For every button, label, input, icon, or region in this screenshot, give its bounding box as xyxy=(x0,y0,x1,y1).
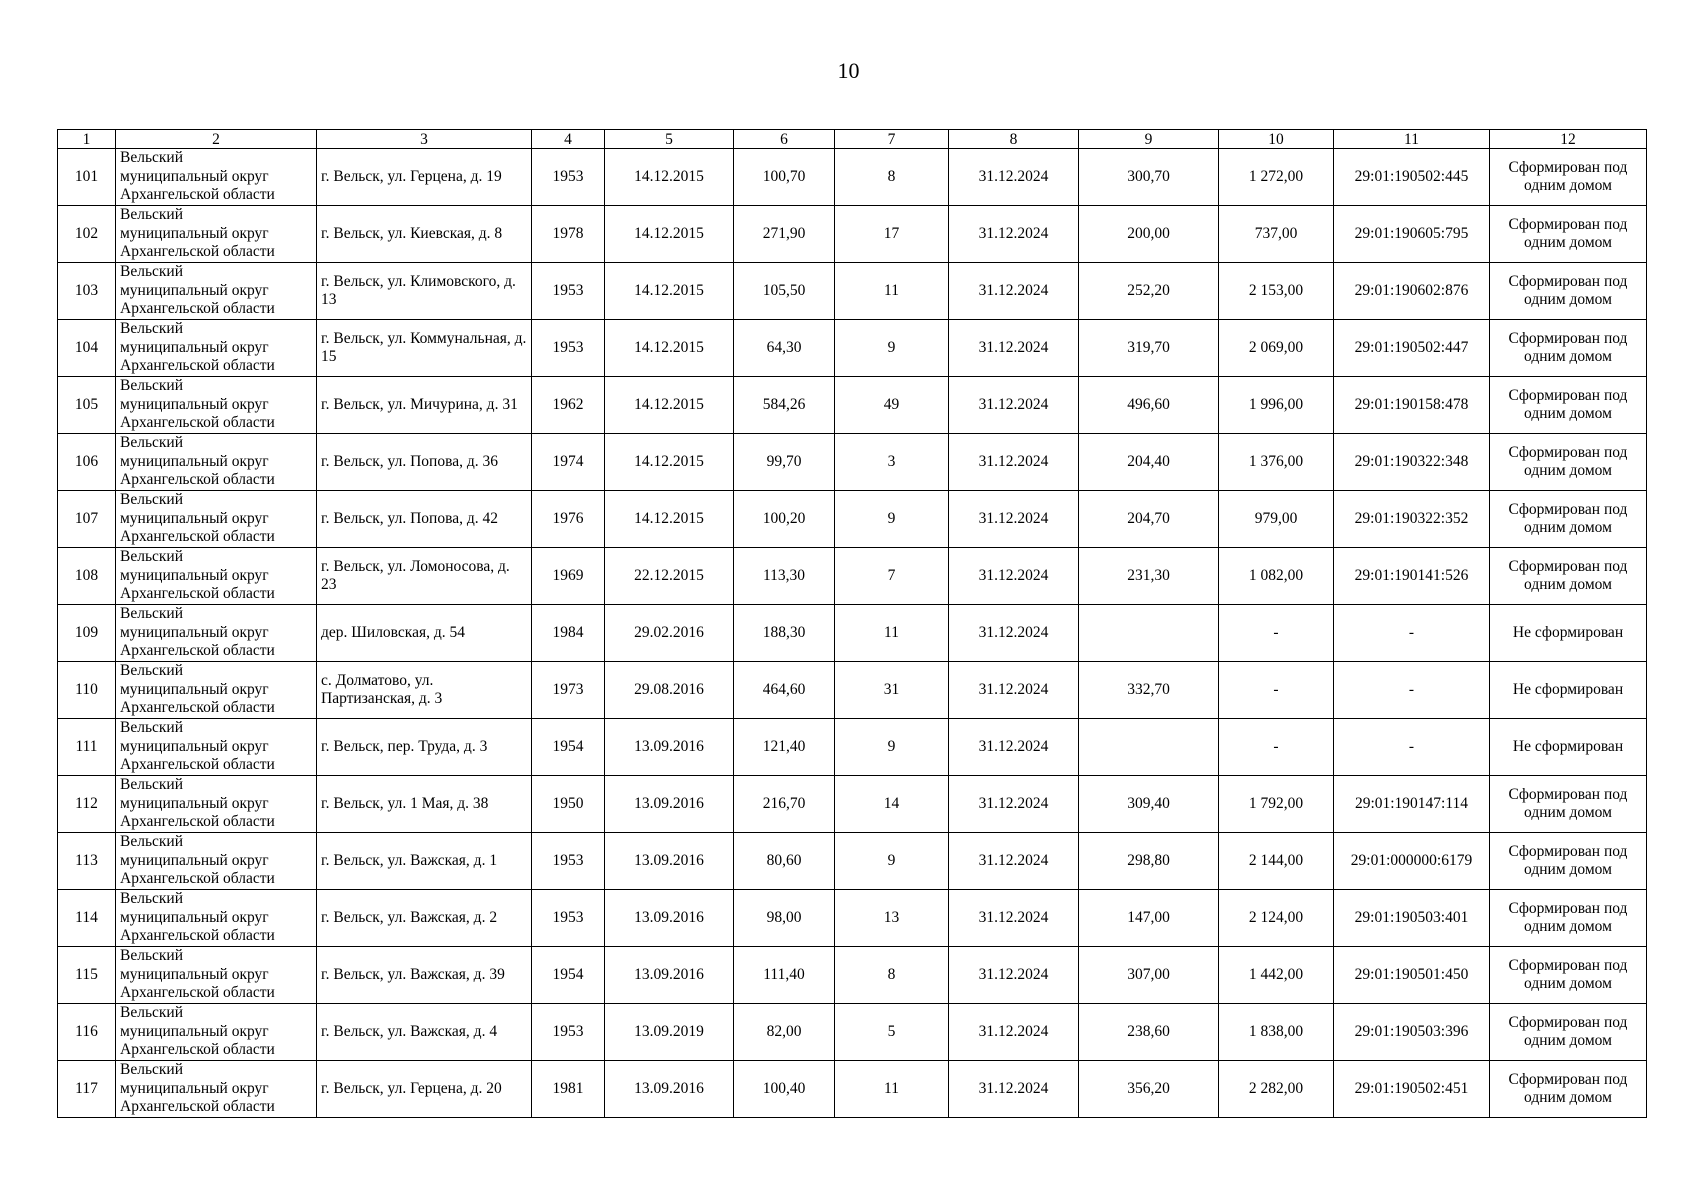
cell-residents: 9 xyxy=(835,320,949,377)
cell-municipality: Вельский муниципальный округ Архангельской области xyxy=(116,719,317,776)
cell-residents: 3 xyxy=(835,434,949,491)
cell-area: 100,40 xyxy=(734,1061,835,1118)
cell-residents: 31 xyxy=(835,662,949,719)
cell-deadline-date: 31.12.2024 xyxy=(949,1004,1079,1061)
cell-address: г. Вельск, ул. Попова, д. 36 xyxy=(317,434,532,491)
table-row xyxy=(58,1061,1647,1118)
cell-deadline-date: 31.12.2024 xyxy=(949,548,1079,605)
cell-date: 29.08.2016 xyxy=(605,662,734,719)
cell-deadline-date: 31.12.2024 xyxy=(949,149,1079,206)
table-row xyxy=(58,434,1647,491)
cell-residents: 8 xyxy=(835,947,949,1004)
cell-build-year: 1984 xyxy=(532,605,605,662)
cell-area-2: 309,40 xyxy=(1079,776,1219,833)
cell-area-2: 238,60 xyxy=(1079,1004,1219,1061)
cell-address: г. Вельск, ул. Важская, д. 4 xyxy=(317,1004,532,1061)
cell-area-2: 496,60 xyxy=(1079,377,1219,434)
cell-status: Сформирован под одним домом xyxy=(1490,320,1647,377)
cell-build-year: 1953 xyxy=(532,263,605,320)
cell-deadline-date: 31.12.2024 xyxy=(949,890,1079,947)
cell-row-number: 112 xyxy=(58,776,116,833)
cell-deadline-date: 31.12.2024 xyxy=(949,662,1079,719)
cell-municipality: Вельский муниципальный округ Архангельской области xyxy=(116,149,317,206)
cell-build-year: 1950 xyxy=(532,776,605,833)
cell-land-area: - xyxy=(1219,719,1334,776)
cell-area-2: 200,00 xyxy=(1079,206,1219,263)
cell-cadastral-number: 29:01:190503:401 xyxy=(1334,890,1490,947)
cell-residents: 8 xyxy=(835,149,949,206)
cell-date: 13.09.2016 xyxy=(605,776,734,833)
cell-area-2: 204,40 xyxy=(1079,434,1219,491)
cell-residents: 11 xyxy=(835,605,949,662)
cell-deadline-date: 31.12.2024 xyxy=(949,947,1079,1004)
table-body xyxy=(58,149,1647,1118)
cell-residents: 9 xyxy=(835,833,949,890)
cell-area-2: 298,80 xyxy=(1079,833,1219,890)
cell-area: 98,00 xyxy=(734,890,835,947)
cell-area-2: 252,20 xyxy=(1079,263,1219,320)
cell-municipality: Вельский муниципальный округ Архангельской области xyxy=(116,263,317,320)
cell-land-area: 1 272,00 xyxy=(1219,149,1334,206)
cell-date: 29.02.2016 xyxy=(605,605,734,662)
cell-area-2 xyxy=(1079,605,1219,662)
cell-row-number: 110 xyxy=(58,662,116,719)
cell-deadline-date: 31.12.2024 xyxy=(949,491,1079,548)
cell-cadastral-number: 29:01:190605:795 xyxy=(1334,206,1490,263)
cell-address: г. Вельск, ул. 1 Мая, д. 38 xyxy=(317,776,532,833)
cell-status: Сформирован под одним домом xyxy=(1490,434,1647,491)
cell-cadastral-number: 29:01:190502:445 xyxy=(1334,149,1490,206)
cell-address: г. Вельск, ул. Важская, д. 39 xyxy=(317,947,532,1004)
cell-cadastral-number: 29:01:190502:451 xyxy=(1334,1061,1490,1118)
table-row xyxy=(58,605,1647,662)
cell-cadastral-number: 29:01:190141:526 xyxy=(1334,548,1490,605)
cell-deadline-date: 31.12.2024 xyxy=(949,833,1079,890)
cell-status: Не сформирован xyxy=(1490,662,1647,719)
cell-row-number: 107 xyxy=(58,491,116,548)
cell-date: 14.12.2015 xyxy=(605,263,734,320)
cell-area-2: 356,20 xyxy=(1079,1061,1219,1118)
cell-cadastral-number: 29:01:190502:447 xyxy=(1334,320,1490,377)
cell-land-area: - xyxy=(1219,605,1334,662)
cell-land-area: 979,00 xyxy=(1219,491,1334,548)
cell-address: г. Вельск, ул. Важская, д. 1 xyxy=(317,833,532,890)
cell-residents: 11 xyxy=(835,263,949,320)
cell-address: г. Вельск, ул. Киевская, д. 8 xyxy=(317,206,532,263)
cell-address: г. Вельск, ул. Климовского, д. 13 xyxy=(317,263,532,320)
cell-build-year: 1962 xyxy=(532,377,605,434)
cell-area-2: 204,70 xyxy=(1079,491,1219,548)
cell-build-year: 1978 xyxy=(532,206,605,263)
cell-cadastral-number: - xyxy=(1334,662,1490,719)
cell-build-year: 1974 xyxy=(532,434,605,491)
cell-status: Сформирован под одним домом xyxy=(1490,548,1647,605)
cell-build-year: 1953 xyxy=(532,890,605,947)
cell-area-2: 307,00 xyxy=(1079,947,1219,1004)
table-row xyxy=(58,662,1647,719)
cell-row-number: 116 xyxy=(58,1004,116,1061)
cell-area: 216,70 xyxy=(734,776,835,833)
cell-residents: 9 xyxy=(835,719,949,776)
col-header: 7 xyxy=(835,130,949,149)
cell-residents: 49 xyxy=(835,377,949,434)
col-header: 6 xyxy=(734,130,835,149)
cell-date: 14.12.2015 xyxy=(605,434,734,491)
cell-deadline-date: 31.12.2024 xyxy=(949,605,1079,662)
cell-address: г. Вельск, ул. Важская, д. 2 xyxy=(317,890,532,947)
col-header: 2 xyxy=(116,130,317,149)
cell-area: 100,20 xyxy=(734,491,835,548)
cell-status: Сформирован под одним домом xyxy=(1490,776,1647,833)
cell-row-number: 105 xyxy=(58,377,116,434)
cell-address: с. Долматово, ул. Партизанская, д. 3 xyxy=(317,662,532,719)
col-header: 4 xyxy=(532,130,605,149)
cell-area: 584,26 xyxy=(734,377,835,434)
table-row xyxy=(58,491,1647,548)
cell-area-2: 147,00 xyxy=(1079,890,1219,947)
cell-deadline-date: 31.12.2024 xyxy=(949,434,1079,491)
cell-build-year: 1973 xyxy=(532,662,605,719)
cell-row-number: 113 xyxy=(58,833,116,890)
cell-date: 14.12.2015 xyxy=(605,206,734,263)
cell-cadastral-number: 29:01:190322:348 xyxy=(1334,434,1490,491)
cell-residents: 7 xyxy=(835,548,949,605)
cell-cadastral-number: 29:01:190147:114 xyxy=(1334,776,1490,833)
cell-land-area: 1 838,00 xyxy=(1219,1004,1334,1061)
cell-municipality: Вельский муниципальный округ Архангельской области xyxy=(116,1004,317,1061)
cell-row-number: 104 xyxy=(58,320,116,377)
registry-table xyxy=(57,129,1647,1118)
cell-land-area: 2 069,00 xyxy=(1219,320,1334,377)
cell-date: 14.12.2015 xyxy=(605,491,734,548)
cell-date: 14.12.2015 xyxy=(605,149,734,206)
cell-address: г. Вельск, ул. Герцена, д. 20 xyxy=(317,1061,532,1118)
cell-area: 82,00 xyxy=(734,1004,835,1061)
table-row xyxy=(58,263,1647,320)
cell-deadline-date: 31.12.2024 xyxy=(949,1061,1079,1118)
cell-cadastral-number: 29:01:190602:876 xyxy=(1334,263,1490,320)
cell-residents: 11 xyxy=(835,1061,949,1118)
cell-deadline-date: 31.12.2024 xyxy=(949,206,1079,263)
cell-row-number: 111 xyxy=(58,719,116,776)
cell-status: Сформирован под одним домом xyxy=(1490,377,1647,434)
cell-cadastral-number: 29:01:190322:352 xyxy=(1334,491,1490,548)
cell-status: Сформирован под одним домом xyxy=(1490,1061,1647,1118)
cell-area-2: 231,30 xyxy=(1079,548,1219,605)
cell-build-year: 1953 xyxy=(532,149,605,206)
cell-municipality: Вельский муниципальный округ Архангельской области xyxy=(116,491,317,548)
col-header: 11 xyxy=(1334,130,1490,149)
cell-address: г. Вельск, ул. Ломоносова, д. 23 xyxy=(317,548,532,605)
cell-area: 113,30 xyxy=(734,548,835,605)
col-header: 3 xyxy=(317,130,532,149)
cell-row-number: 101 xyxy=(58,149,116,206)
cell-area: 111,40 xyxy=(734,947,835,1004)
cell-municipality: Вельский муниципальный округ Архангельской области xyxy=(116,377,317,434)
cell-area: 105,50 xyxy=(734,263,835,320)
cell-municipality: Вельский муниципальный округ Архангельской области xyxy=(116,320,317,377)
cell-land-area: 1 376,00 xyxy=(1219,434,1334,491)
page-number: 10 xyxy=(837,58,860,83)
cell-residents: 5 xyxy=(835,1004,949,1061)
cell-cadastral-number: - xyxy=(1334,605,1490,662)
col-header: 12 xyxy=(1490,130,1647,149)
cell-land-area: 1 082,00 xyxy=(1219,548,1334,605)
cell-residents: 17 xyxy=(835,206,949,263)
cell-cadastral-number: - xyxy=(1334,719,1490,776)
cell-status: Сформирован под одним домом xyxy=(1490,1004,1647,1061)
cell-status: Сформирован под одним домом xyxy=(1490,206,1647,263)
cell-date: 22.12.2015 xyxy=(605,548,734,605)
cell-municipality: Вельский муниципальный округ Архангельской области xyxy=(116,548,317,605)
cell-address: дер. Шиловская, д. 54 xyxy=(317,605,532,662)
col-header: 10 xyxy=(1219,130,1334,149)
cell-land-area: 1 792,00 xyxy=(1219,776,1334,833)
cell-address: г. Вельск, ул. Герцена, д. 19 xyxy=(317,149,532,206)
cell-cadastral-number: 29:01:190501:450 xyxy=(1334,947,1490,1004)
cell-land-area: - xyxy=(1219,662,1334,719)
cell-municipality: Вельский муниципальный округ Архангельской области xyxy=(116,890,317,947)
cell-area: 99,70 xyxy=(734,434,835,491)
cell-row-number: 102 xyxy=(58,206,116,263)
table-header-row xyxy=(58,130,1647,149)
cell-cadastral-number: 29:01:190158:478 xyxy=(1334,377,1490,434)
cell-municipality: Вельский муниципальный округ Архангельской области xyxy=(116,947,317,1004)
cell-status: Сформирован под одним домом xyxy=(1490,947,1647,1004)
cell-date: 13.09.2016 xyxy=(605,947,734,1004)
cell-municipality: Вельский муниципальный округ Архангельской области xyxy=(116,1061,317,1118)
cell-row-number: 108 xyxy=(58,548,116,605)
cell-area: 80,60 xyxy=(734,833,835,890)
cell-land-area: 2 144,00 xyxy=(1219,833,1334,890)
cell-land-area: 2 153,00 xyxy=(1219,263,1334,320)
table-row xyxy=(58,890,1647,947)
cell-area: 64,30 xyxy=(734,320,835,377)
table-row xyxy=(58,1004,1647,1061)
cell-municipality: Вельский муниципальный округ Архангельской области xyxy=(116,434,317,491)
cell-date: 13.09.2016 xyxy=(605,833,734,890)
cell-municipality: Вельский муниципальный округ Архангельской области xyxy=(116,206,317,263)
cell-date: 13.09.2016 xyxy=(605,890,734,947)
cell-land-area: 1 442,00 xyxy=(1219,947,1334,1004)
cell-area-2: 319,70 xyxy=(1079,320,1219,377)
cell-date: 13.09.2019 xyxy=(605,1004,734,1061)
col-header: 5 xyxy=(605,130,734,149)
cell-area: 100,70 xyxy=(734,149,835,206)
cell-land-area: 2 124,00 xyxy=(1219,890,1334,947)
cell-area: 121,40 xyxy=(734,719,835,776)
cell-date: 14.12.2015 xyxy=(605,320,734,377)
table-row xyxy=(58,377,1647,434)
cell-address: г. Вельск, ул. Попова, д. 42 xyxy=(317,491,532,548)
cell-area-2: 332,70 xyxy=(1079,662,1219,719)
cell-land-area: 1 996,00 xyxy=(1219,377,1334,434)
cell-area: 188,30 xyxy=(734,605,835,662)
cell-residents: 9 xyxy=(835,491,949,548)
col-header: 1 xyxy=(58,130,116,149)
cell-land-area: 2 282,00 xyxy=(1219,1061,1334,1118)
cell-date: 14.12.2015 xyxy=(605,377,734,434)
cell-deadline-date: 31.12.2024 xyxy=(949,263,1079,320)
cell-build-year: 1969 xyxy=(532,548,605,605)
cell-cadastral-number: 29:01:190503:396 xyxy=(1334,1004,1490,1061)
cell-row-number: 115 xyxy=(58,947,116,1004)
cell-status: Не сформирован xyxy=(1490,605,1647,662)
col-header: 9 xyxy=(1079,130,1219,149)
cell-status: Сформирован под одним домом xyxy=(1490,491,1647,548)
table-row xyxy=(58,947,1647,1004)
cell-build-year: 1981 xyxy=(532,1061,605,1118)
cell-row-number: 114 xyxy=(58,890,116,947)
table-row xyxy=(58,548,1647,605)
cell-status: Сформирован под одним домом xyxy=(1490,149,1647,206)
cell-deadline-date: 31.12.2024 xyxy=(949,377,1079,434)
cell-address: г. Вельск, ул. Коммунальная, д. 15 xyxy=(317,320,532,377)
cell-address: г. Вельск, пер. Труда, д. 3 xyxy=(317,719,532,776)
cell-row-number: 109 xyxy=(58,605,116,662)
cell-build-year: 1954 xyxy=(532,719,605,776)
cell-address: г. Вельск, ул. Мичурина, д. 31 xyxy=(317,377,532,434)
col-header: 8 xyxy=(949,130,1079,149)
cell-build-year: 1953 xyxy=(532,320,605,377)
cell-row-number: 103 xyxy=(58,263,116,320)
cell-area-2 xyxy=(1079,719,1219,776)
cell-municipality: Вельский муниципальный округ Архангельской области xyxy=(116,605,317,662)
cell-status: Сформирован под одним домом xyxy=(1490,890,1647,947)
cell-row-number: 117 xyxy=(58,1061,116,1118)
cell-status: Не сформирован xyxy=(1490,719,1647,776)
table-row xyxy=(58,149,1647,206)
cell-municipality: Вельский муниципальный округ Архангельской области xyxy=(116,833,317,890)
cell-status: Сформирован под одним домом xyxy=(1490,833,1647,890)
cell-deadline-date: 31.12.2024 xyxy=(949,320,1079,377)
table-row xyxy=(58,320,1647,377)
cell-land-area: 737,00 xyxy=(1219,206,1334,263)
cell-area-2: 300,70 xyxy=(1079,149,1219,206)
cell-deadline-date: 31.12.2024 xyxy=(949,776,1079,833)
cell-date: 13.09.2016 xyxy=(605,719,734,776)
cell-build-year: 1953 xyxy=(532,1004,605,1061)
cell-build-year: 1976 xyxy=(532,491,605,548)
cell-date: 13.09.2016 xyxy=(605,1061,734,1118)
cell-residents: 13 xyxy=(835,890,949,947)
cell-residents: 14 xyxy=(835,776,949,833)
table-row xyxy=(58,776,1647,833)
cell-area: 271,90 xyxy=(734,206,835,263)
cell-status: Сформирован под одним домом xyxy=(1490,263,1647,320)
cell-build-year: 1954 xyxy=(532,947,605,1004)
cell-municipality: Вельский муниципальный округ Архангельской области xyxy=(116,662,317,719)
table-row xyxy=(58,719,1647,776)
cell-cadastral-number: 29:01:000000:6179 xyxy=(1334,833,1490,890)
cell-build-year: 1953 xyxy=(532,833,605,890)
cell-row-number: 106 xyxy=(58,434,116,491)
table-row xyxy=(58,833,1647,890)
cell-deadline-date: 31.12.2024 xyxy=(949,719,1079,776)
cell-area: 464,60 xyxy=(734,662,835,719)
cell-municipality: Вельский муниципальный округ Архангельской области xyxy=(116,776,317,833)
table-row xyxy=(58,206,1647,263)
